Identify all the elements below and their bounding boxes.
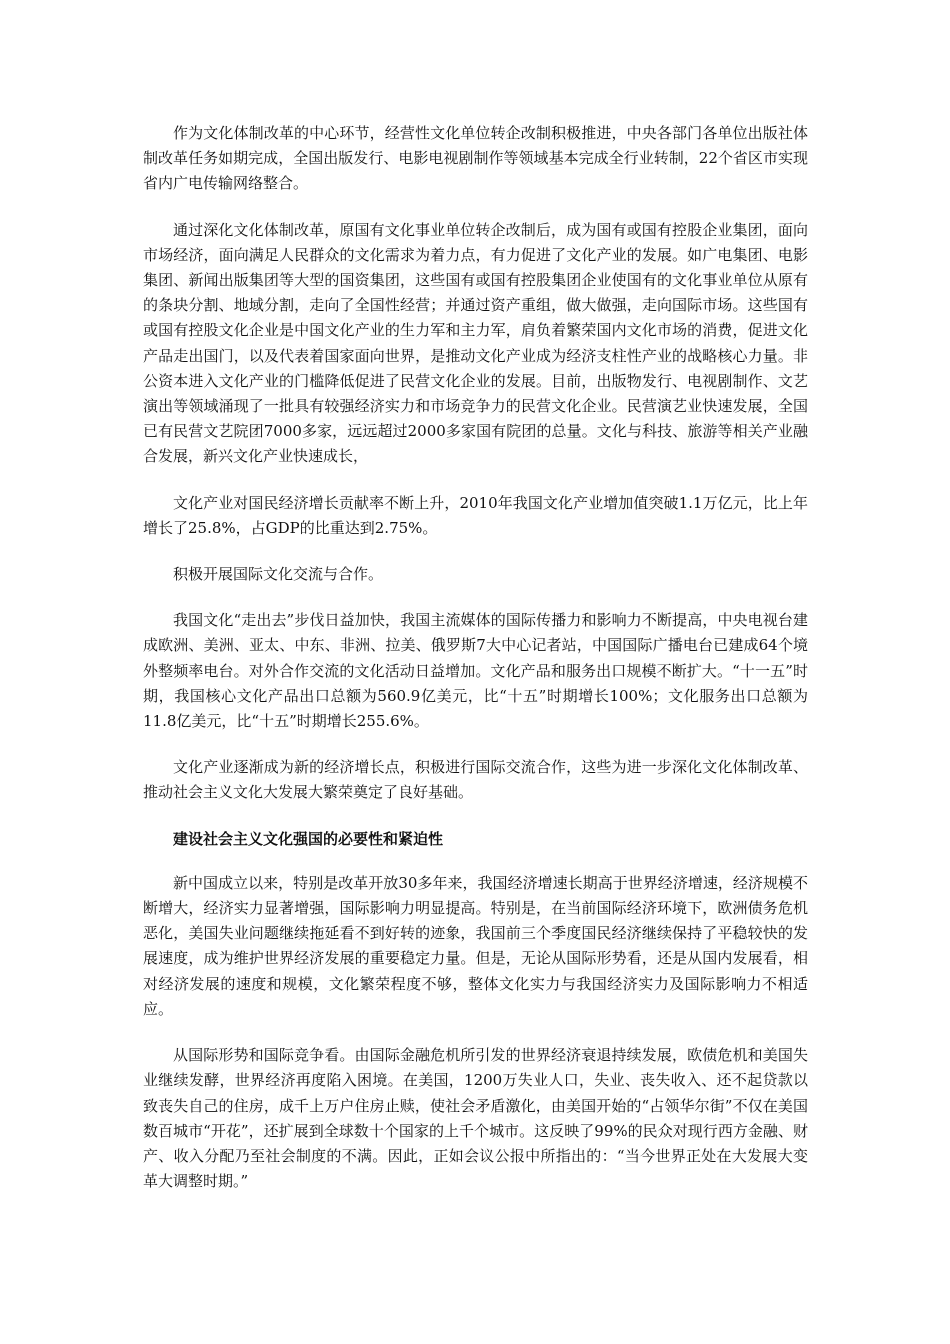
paragraph-international-situation: 从国际形势和国际竞争看。由国际金融危机所引发的世界经济衰退持续发展，欧债危机和美国失业继续发酵，世界经济再度陷入困境。在美国，1200万失业人口，失业、丧失收入、还不起贷款以致丧失自己的住房，成千上万户住房止赎，使社会矛盾激化，由美国开始的“占领华尔街”不仅在美国数百城市“开花”，还扩展到全球数十个国家的上千个城市。这反映了99%的民众对现行西方金融、财产、收入分配乃至社会制度的不满。因此，正如会议公报中所指出的：“当今世界正处在大发展大变革大调整时期。” [143, 1046, 808, 1191]
section-heading: 建设社会主义文化强国的必要性和紧迫性 [173, 829, 444, 848]
paragraph-state-owned-groups: 通过深化文化体制改革，原国有文化事业单位转企改制后，成为国有或国有控股企业集团，面向市场经济，面向满足人民群众的文化需求为着力点，有力促进了文化产业的发展。如广电集团、电影集团、新闻出版集团等大型的国资集团，这些国有或国有控股集团企业使国有的文化事业单位从原有的条块分割、地域分割，走向了全国性经营；并通过资产重组，做大做强，走向国际市场。这些国有或国有控股文化企业是中国文化产业的生力军和主力军，肩负着繁荣国内文化市场的消费，促进文化产品走出国门，以及代表着国家面向世界，是推动文化产业成为经济支柱性产业的战略核心力量。非公资本进入文化产业的门槛降低促进了民营文化企业的发展。目前，出版物发行、电视剧制作、文艺演出等领域涌现了一批具有较强经济实力和市场竞争力的民营文化企业。民营演艺业快速发展，全国已有民营文艺院团7000多家，远远超过2000多家国有院团的总量。文化与科技、旅游等相关产业融合发展，新兴文化产业快速成长， [143, 220, 808, 466]
paragraph-industry-growth: 文化产业对国民经济增长贡献率不断上升，2010年我国文化产业增加值突破1.1万亿元，比上年增长了25.8%，占GDP的比重达到2.75%。 [143, 493, 808, 537]
paragraph-reform-core: 作为文化体制改革的中心环节，经营性文化单位转企改制积极推进，中央各部门各单位出版社体制改革任务如期完成，全国出版发行、电影电视剧制作等领域基本完成全行业转制，22个省区市实现省内广电传输网络整合。 [143, 124, 808, 193]
paragraph-necessity: 新中国成立以来，特别是改革开放30多年来，我国经济增速长期高于世界经济增速，经济规模不断增大，经济实力显著增强，国际影响力明显提高。特别是，在当前国际经济环境下，欧洲债务危机恶化，美国失业问题继续拖延看不到好转的迹象，我国前三个季度国民经济继续保持了平稳较快的发展速度，成为维护世界经济发展的重要稳定力量。但是，无论从国际形势看，还是从国内发展看，相对经济发展的速度和规模，文化繁荣程度不够，整体文化实力与我国经济实力及国际影响力不相适应。 [143, 873, 808, 1018]
paragraph-going-global: 我国文化“走出去”步伐日益加快，我国主流媒体的国际传播力和影响力不断提高，中央电视台建成欧洲、美洲、亚太、中东、非洲、拉美、俄罗斯7大中心记者站，中国国际广播电台已建成64个境外整频率电台。对外合作交流的文化活动日益增加。文化产品和服务出口规模不断扩大。“十一五”时期，我国核心文化产品出口总额为560.9亿美元，比“十五”时期增长100%；文化服务出口总额为11.8亿美元，比“十五”时期增长255.6%。 [143, 611, 808, 731]
document-body [143, 121, 808, 1215]
paragraph-international-exchange: 积极开展国际文化交流与合作。 [173, 565, 384, 584]
paragraph-foundation: 文化产业逐渐成为新的经济增长点，积极进行国际交流合作，这些为进一步深化文化体制改革、推动社会主义文化大发展大繁荣奠定了良好基础。 [143, 758, 808, 802]
